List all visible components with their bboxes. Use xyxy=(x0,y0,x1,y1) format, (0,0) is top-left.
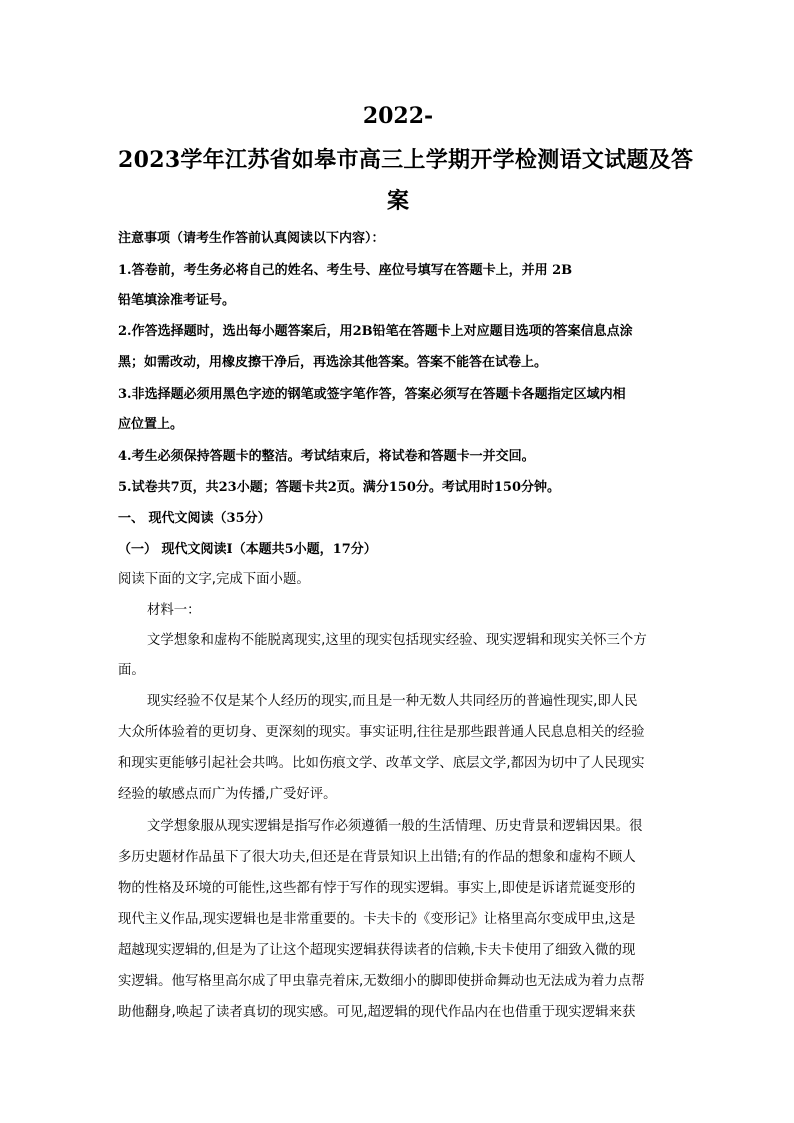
notice-line: 铅笔填涂准考证号。 xyxy=(118,293,236,308)
document-title-line-2: 2023学年江苏省如皋市高三上学期开学检测语文试题及答 xyxy=(118,147,694,173)
material-label: 材料一： xyxy=(147,603,201,618)
subsection-heading: （一） 现代文阅读Ⅰ（本题共5小题，17分） xyxy=(118,542,377,557)
paragraph-line: 经验的敏感点而广为传播,广受好评。 xyxy=(118,787,337,802)
paragraph-line: 实逻辑。他写格里高尔成了甲虫靠壳着床,无数细小的脚即使拼命舞动也无法成为着力点帮 xyxy=(118,974,645,989)
notice-header: 注意事项（请考生作答前认真阅读以下内容）： xyxy=(118,231,385,246)
notice-line: 3.非选择题必须用黑色字迹的钢笔或签字笔作答，答案必须写在答题卡各题指定区域内相 xyxy=(118,387,626,402)
paragraph-line: 大众所体验着的更切身、更深刻的现实。事实证明,往往是那些跟普通人民息息相关的经验 xyxy=(118,725,645,740)
notice-line: 应位置上。 xyxy=(118,417,184,432)
notice-line: 1.答卷前，考生务必将自己的姓名、考生号、座位号填写在答题卡上，并用 2B xyxy=(118,263,573,278)
document-title-line-1: 2022- xyxy=(362,103,434,129)
paragraph-line: 现实经验不仅是某个人经历的现实,而且是一种无数人共同经历的普遍性现实,即人民 xyxy=(147,694,638,709)
paragraph-line: 超越现实逻辑的,但是为了让这个超现实逻辑获得读者的信赖,卡夫卡使用了细致入微的现 xyxy=(118,943,636,958)
paragraph-line: 物的性格及环境的可能性,这些都有悖于写作的现实逻辑。事实上,即使是诉诸荒诞变形的 xyxy=(118,881,636,896)
paragraph-line: 和现实更能够引起社会共鸣。比如伤痕文学、改革文学、底层文学,都因为切中了人民现实 xyxy=(118,756,645,771)
paragraph-line: 面。 xyxy=(118,663,145,678)
notice-line: 2.作答选择题时，选出每小题答案后，用2B铅笔在答题卡上对应题目选项的答案信息点涂 xyxy=(118,324,633,339)
paragraph-line: 文学想象服从现实逻辑是指写作必须遵循一般的生活情理、历史背景和逻辑因果。很 xyxy=(147,819,643,834)
paragraph-line: 多历史题材作品虽下了很大功夫,但还是在背景知识上出错;有的作品的想象和虚构不顾人 xyxy=(118,850,636,865)
notice-line: 4.考生必须保持答题卡的整洁。考试结束后，将试卷和答题卡一并交回。 xyxy=(118,449,535,464)
document-title-line-3: 案 xyxy=(386,188,409,214)
paragraph-line: 现代主义作品,现实逻辑也是非常重要的。卡夫卡的《变形记》让格里高尔变成甲虫,这是 xyxy=(118,912,636,927)
notice-line: 黑；如需改动，用橡皮擦干净后，再选涂其他答案。答案不能答在试卷上。 xyxy=(118,355,548,370)
section-heading: 一、 现代文阅读（35分） xyxy=(118,511,271,526)
paragraph-line: 文学想象和虚构不能脱离现实,这里的现实包括现实经验、现实逻辑和现实关怀三个方 xyxy=(147,633,647,648)
paragraph-line: 助他翻身,唤起了读者真切的现实感。可见,超逻辑的现代作品内在也借重于现实逻辑来获 xyxy=(118,1005,636,1020)
notice-line: 5.试卷共7页，共23小题；答题卡共2页。满分150分。考试用时150分钟。 xyxy=(118,480,561,495)
instruction-text: 阅读下面的文字,完成下面小题。 xyxy=(118,572,310,587)
